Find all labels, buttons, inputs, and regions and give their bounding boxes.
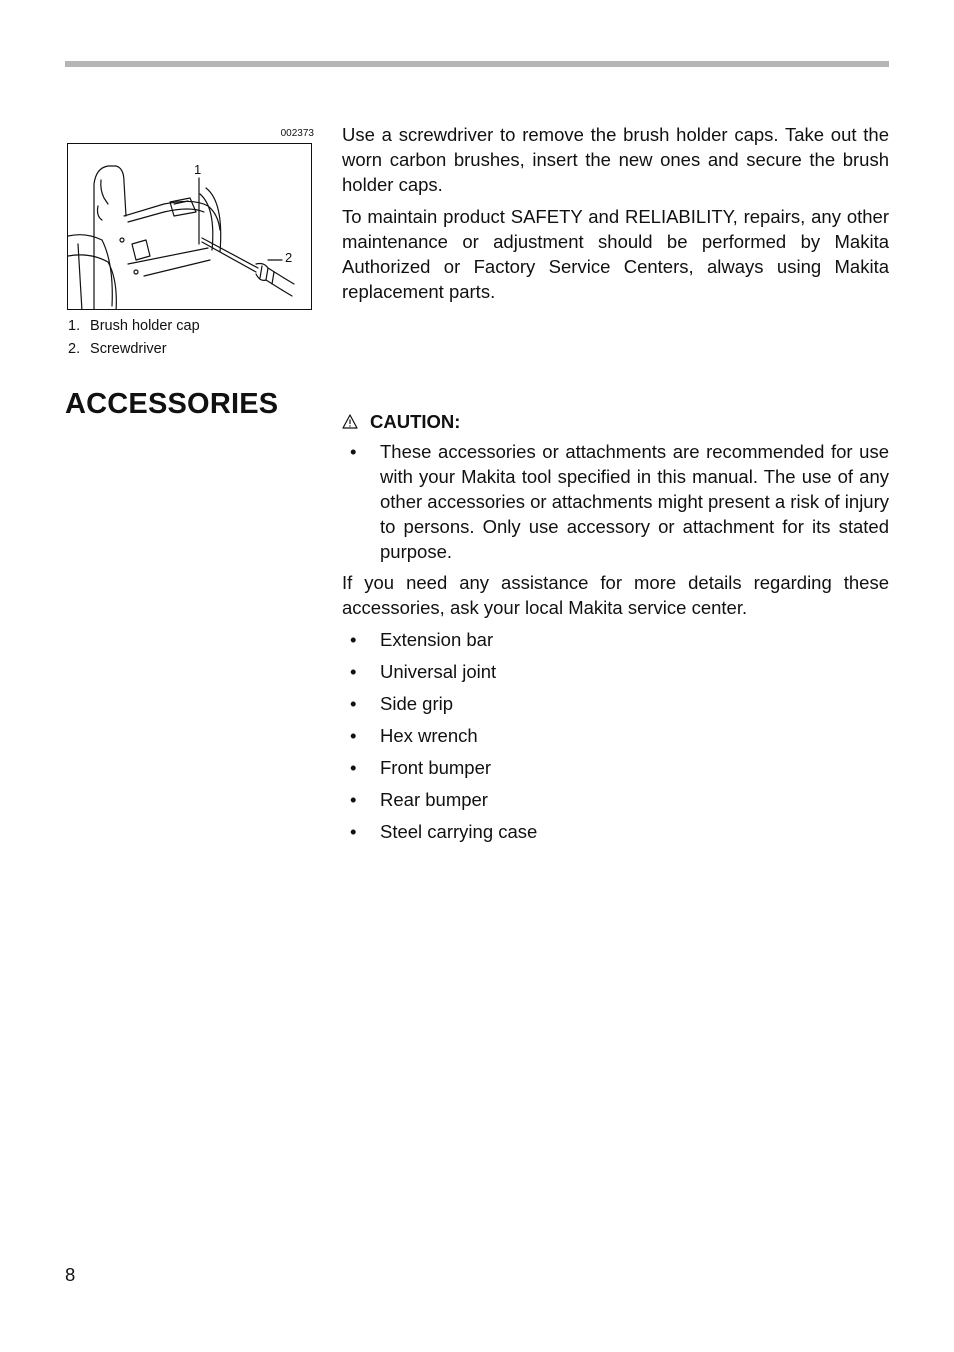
accessory-item: Rear bumper [380,789,488,810]
list-item [342,659,889,684]
callout-2: 2 [285,250,293,265]
accessory-item: Steel carrying case [380,821,538,842]
legend-label: Screwdriver [90,341,167,357]
caution-text-label: CAUTION: [370,411,461,432]
page-number: 8 [65,1264,76,1285]
assistance-paragraph: If you need any assistance for more details regarding these accessories, ask your local Makita service center. [342,572,889,618]
list-item [342,819,889,844]
legend-number: 1. [68,318,81,334]
list-item [342,787,889,812]
figure-code: 002373 [280,128,314,139]
warning-triangle-icon [342,414,358,429]
tool-drawing [68,144,312,310]
list-item [342,627,889,652]
legend-label: Brush holder cap [90,318,200,334]
bullet-dot: • [350,693,357,714]
bullet-dot: • [350,789,357,810]
list-item [342,755,889,780]
brush-replacement-paragraph: Use a screwdriver to remove the brush holder caps. Take out the worn carbon brushes, insert the new ones and secure the brush holder caps. [342,124,889,195]
header-rule [65,61,889,67]
bullet-dot: • [350,441,357,462]
accessory-item: Hex wrench [380,725,478,746]
callout-1: 1 [194,162,202,177]
accessory-item: Side grip [380,693,454,714]
bullet-dot: • [350,725,357,746]
list-item [342,691,889,716]
bullet-dot: • [350,821,357,842]
accessories-heading: ACCESSORIES [65,388,279,420]
maintenance-text [342,122,889,311]
accessory-item: Universal joint [380,661,497,682]
caution-label [342,409,889,434]
caution-text: These accessories or attachments are recommended for use with your Makita tool specified in this manual. The use of any other accessories or attachments might present a risk of injury to persons. Only use accessory or attachment for its stated purpose. [380,441,889,562]
accessory-item: Front bumper [380,757,492,778]
accessories-section [342,409,889,851]
bullet-dot: • [350,629,357,650]
legend-item [68,338,200,361]
accessory-item: Extension bar [380,629,494,650]
figure-legend [68,315,200,361]
accessory-list [342,627,889,844]
service-paragraph: To maintain product SAFETY and RELIABILITY, repairs, any other maintenance or adjustment should be performed by Makita Authorized or Factory Service Centers, always using Makita replacement parts. [342,206,889,302]
bullet-dot: • [350,661,357,682]
list-item [342,723,889,748]
caution-bullet [342,439,889,564]
legend-number: 2. [68,341,81,357]
bullet-dot: • [350,757,357,778]
brush-holder-illustration [67,143,312,310]
legend-item [68,315,200,338]
